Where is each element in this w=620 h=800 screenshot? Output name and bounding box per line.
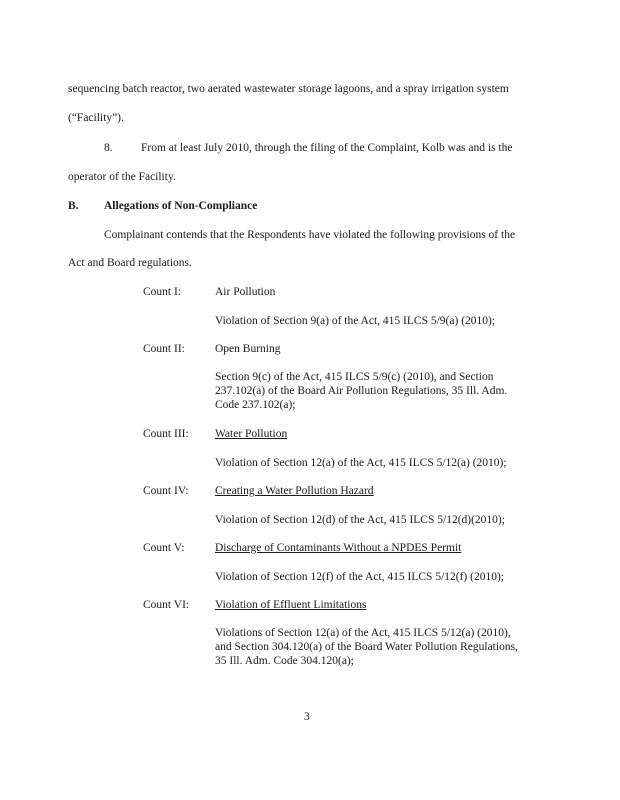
paragraph-8-line-2: operator of the Facility. <box>68 171 176 183</box>
count-title: Air Pollution <box>215 286 276 298</box>
section-letter: B. <box>68 200 79 212</box>
count-description-line: 35 Ill. Adm. Code 304.120(a); <box>215 655 354 667</box>
paragraph-8-number: 8. <box>104 142 113 154</box>
count-title: Discharge of Contaminants Without a NPDES Permit <box>215 542 462 554</box>
count-description <box>215 513 545 527</box>
count-description <box>215 626 545 668</box>
paragraph-8-line-1: From at least July 2010, through the filing of the Complaint, Kolb was and is the <box>141 142 513 154</box>
count-title: Violation of Effluent Limitations <box>215 599 367 611</box>
count-description-line: Code 237.102(a); <box>215 399 296 411</box>
count-title: Open Burning <box>215 343 281 355</box>
count-label: Count I: <box>143 286 182 298</box>
paragraph-7-line-1: sequencing batch reactor, two aerated wastewater storage lagoons, and a spray irrigation system <box>68 83 509 95</box>
section-title: Allegations of Non-Compliance <box>104 200 258 212</box>
count-description <box>215 314 545 328</box>
count-description <box>215 570 545 584</box>
count-description <box>215 370 545 412</box>
count-description-line: Violation of Section 9(a) of the Act, 415 ILCS 5/9(a) (2010); <box>215 315 496 327</box>
paragraph-intro-line-1: Complainant contends that the Respondents have violated the following provisions of the <box>104 229 516 241</box>
count-description-line: and Section 304.120(a) of the Board Water Pollution Regulations, <box>215 641 518 653</box>
count-label: Count II: <box>143 343 185 355</box>
count-title: Creating a Water Pollution Hazard <box>215 485 374 497</box>
count-label: Count VI: <box>143 599 190 611</box>
count-label: Count V: <box>143 542 185 554</box>
count-description-line: Violation of Section 12(f) of the Act, 415 ILCS 5/12(f) (2010); <box>215 571 504 583</box>
count-label: Count IV: <box>143 485 189 497</box>
paragraph-intro-line-2: Act and Board regulations. <box>68 257 192 269</box>
count-description-line: 237.102(a) of the Board Air Pollution Regulations, 35 Ill. Adm. <box>215 385 508 397</box>
count-description-line: Violation of Section 12(d) of the Act, 415 ILCS 5/12(d)(2010); <box>215 514 505 526</box>
count-description <box>215 456 545 470</box>
count-description-line: Violation of Section 12(a) of the Act, 415 ILCS 5/12(a) (2010); <box>215 457 507 469</box>
count-description-line: Section 9(c) of the Act, 415 ILCS 5/9(c) (2010), and Section <box>215 371 494 383</box>
count-title: Water Pollution <box>215 428 288 440</box>
count-label: Count III: <box>143 428 189 440</box>
page-number: 3 <box>304 711 310 723</box>
paragraph-7-line-2: (“Facility”). <box>68 112 124 124</box>
count-description-line: Violations of Section 12(a) of the Act, 415 ILCS 5/12(a) (2010), <box>215 627 511 639</box>
